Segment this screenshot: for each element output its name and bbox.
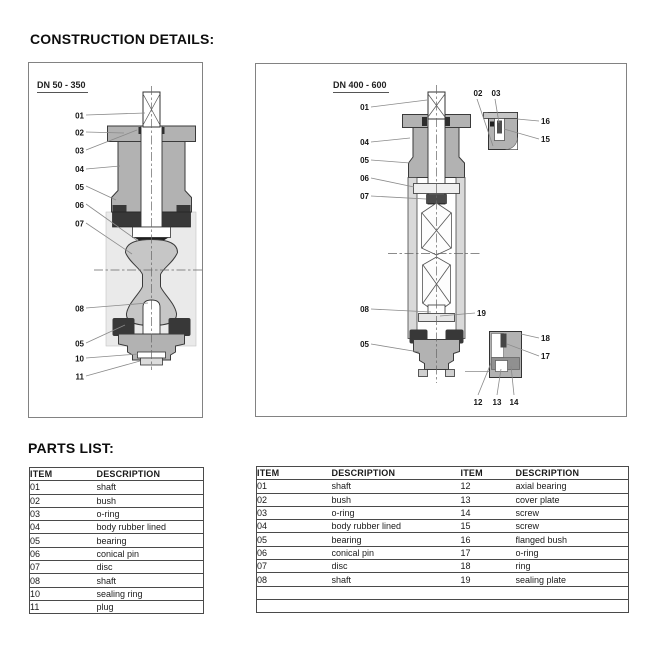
- description-cell: shaft: [97, 481, 204, 494]
- description-cell: sealing ring: [97, 587, 204, 600]
- item-cell: 03: [30, 507, 97, 520]
- part-label: 05: [75, 183, 84, 192]
- item-cell: 18: [461, 560, 516, 573]
- item-cell: 01: [30, 481, 97, 494]
- part-label: 12: [473, 398, 483, 407]
- item-cell: 11: [30, 600, 97, 613]
- part-labels: [75, 112, 84, 382]
- table-row: [257, 560, 629, 573]
- item-cell: 08: [30, 574, 97, 587]
- item-cell: 16: [461, 533, 516, 546]
- part-label: 13: [492, 398, 502, 407]
- description-cell: screw: [516, 520, 629, 533]
- item-cell: 12: [461, 480, 516, 493]
- table-row: [30, 600, 204, 613]
- part-label: 15: [541, 135, 550, 144]
- description-cell: body rubber lined: [332, 520, 461, 533]
- table-row: [257, 573, 629, 586]
- table-row: [257, 546, 629, 559]
- part-label: 05: [360, 340, 369, 349]
- parts-table-left: [29, 467, 204, 614]
- bush-mark: [422, 117, 427, 126]
- column-header-item: ITEM: [30, 469, 53, 480]
- o-ring-mark: [490, 122, 494, 127]
- description-cell: flanged bush: [516, 533, 629, 546]
- construction-details-heading: CONSTRUCTION DETAILS:: [30, 31, 215, 47]
- part-label: 06: [75, 201, 84, 210]
- description-cell: conical pin: [97, 547, 204, 560]
- part-label: 03: [491, 89, 501, 98]
- column-header-description: DESCRIPTION: [96, 469, 161, 480]
- item-cell: 04: [30, 521, 97, 534]
- table-row: [30, 534, 204, 547]
- table-row: [30, 547, 204, 560]
- column-header-description: DESCRIPTION: [331, 468, 396, 479]
- item-cell: 01: [257, 480, 332, 493]
- parts-list-heading: PARTS LIST:: [28, 440, 114, 456]
- item-cell: 15: [461, 520, 516, 533]
- part-label: 04: [360, 138, 369, 147]
- item-cell: 05: [257, 533, 332, 546]
- bottom-detail-inset: [465, 332, 522, 378]
- part-label: 02: [473, 89, 483, 98]
- description-cell: shaft: [97, 574, 204, 587]
- part-label: 03: [75, 146, 84, 156]
- part-label: 10: [75, 354, 84, 364]
- table-row-empty: [257, 586, 629, 599]
- part-label: 05: [75, 339, 84, 349]
- part-label: 07: [75, 219, 84, 229]
- part-label: 17: [541, 352, 550, 361]
- description-cell: sealing plate: [516, 573, 629, 586]
- item-cell: 13: [461, 493, 516, 506]
- description-cell: plug: [97, 600, 204, 613]
- item-cell: 06: [257, 546, 332, 559]
- description-cell: bush: [97, 494, 204, 507]
- diagram-box-dn400-600: [255, 63, 627, 417]
- part-label: 04: [75, 165, 84, 174]
- table-row: [30, 494, 204, 507]
- description-cell: bush: [332, 493, 461, 506]
- part-label: 01: [75, 111, 84, 121]
- diagram-title-dn50-350: DN 50 - 350: [37, 80, 88, 93]
- description-cell: o-ring: [332, 506, 461, 519]
- description-cell: disc: [97, 561, 204, 574]
- item-cell: 02: [30, 494, 97, 507]
- item-cell: 07: [257, 560, 332, 573]
- valve-drawing-dn50-350: [29, 63, 202, 417]
- item-cell: 14: [461, 506, 516, 519]
- description-cell: screw: [516, 506, 629, 519]
- part-label: 01: [360, 103, 369, 112]
- screw-part: [501, 334, 507, 348]
- part-label: 11: [75, 372, 84, 382]
- description-cell: o-ring: [97, 507, 204, 520]
- description-cell: body rubber lined: [97, 521, 204, 534]
- description-cell: axial bearing: [516, 480, 629, 493]
- table-row: [257, 493, 629, 506]
- column-header-description: DESCRIPTION: [515, 468, 580, 479]
- table-row: [257, 520, 629, 533]
- column-header-item: ITEM: [460, 468, 483, 479]
- description-cell: bearing: [332, 533, 461, 546]
- table-row: [30, 507, 204, 520]
- table-row: [30, 481, 204, 494]
- part-label: 06: [360, 174, 369, 183]
- part-label: 08: [360, 305, 369, 314]
- axial-bearing-part: [496, 361, 508, 372]
- description-cell: cover plate: [516, 493, 629, 506]
- diagram-box-dn50-350: [28, 62, 203, 418]
- description-cell: ring: [516, 560, 629, 573]
- description-cell: shaft: [332, 573, 461, 586]
- parts-table-right: [256, 466, 629, 613]
- item-cell: 07: [30, 561, 97, 574]
- description-cell: disc: [332, 560, 461, 573]
- description-cell: shaft: [332, 480, 461, 493]
- description-cell: conical pin: [332, 546, 461, 559]
- item-cell: 19: [461, 573, 516, 586]
- part-label: 14: [509, 398, 519, 407]
- part-label: 02: [75, 128, 84, 138]
- valve-drawing-dn400-600: [256, 64, 626, 416]
- table-row: [257, 480, 629, 493]
- part-label: 18: [541, 334, 550, 343]
- item-cell: 10: [30, 587, 97, 600]
- table-row: [257, 506, 629, 519]
- table-row: [30, 587, 204, 600]
- description-cell: bearing: [97, 534, 204, 547]
- diagram-title-dn400-600: DN 400 - 600: [333, 80, 389, 93]
- item-cell: 02: [257, 493, 332, 506]
- table-row-empty: [257, 599, 629, 612]
- item-cell: 04: [257, 520, 332, 533]
- part-label: 05: [360, 156, 369, 165]
- screw-part: [497, 121, 502, 134]
- table-row: [257, 533, 629, 546]
- part-label: 19: [477, 309, 486, 318]
- item-cell: 08: [257, 573, 332, 586]
- part-label: 08: [75, 304, 84, 314]
- part-label: 16: [541, 117, 550, 126]
- bush-mark: [445, 117, 450, 126]
- table-row: [30, 521, 204, 534]
- table-row: [30, 574, 204, 587]
- table-row: [30, 561, 204, 574]
- part-label: 07: [360, 192, 369, 201]
- table-header-row: [257, 467, 629, 480]
- item-cell: 06: [30, 547, 97, 560]
- item-cell: 17: [461, 546, 516, 559]
- column-header-item: ITEM: [257, 468, 280, 479]
- item-cell: 05: [30, 534, 97, 547]
- description-cell: o-ring: [516, 546, 629, 559]
- item-cell: 03: [257, 506, 332, 519]
- table-header-row: [30, 468, 204, 481]
